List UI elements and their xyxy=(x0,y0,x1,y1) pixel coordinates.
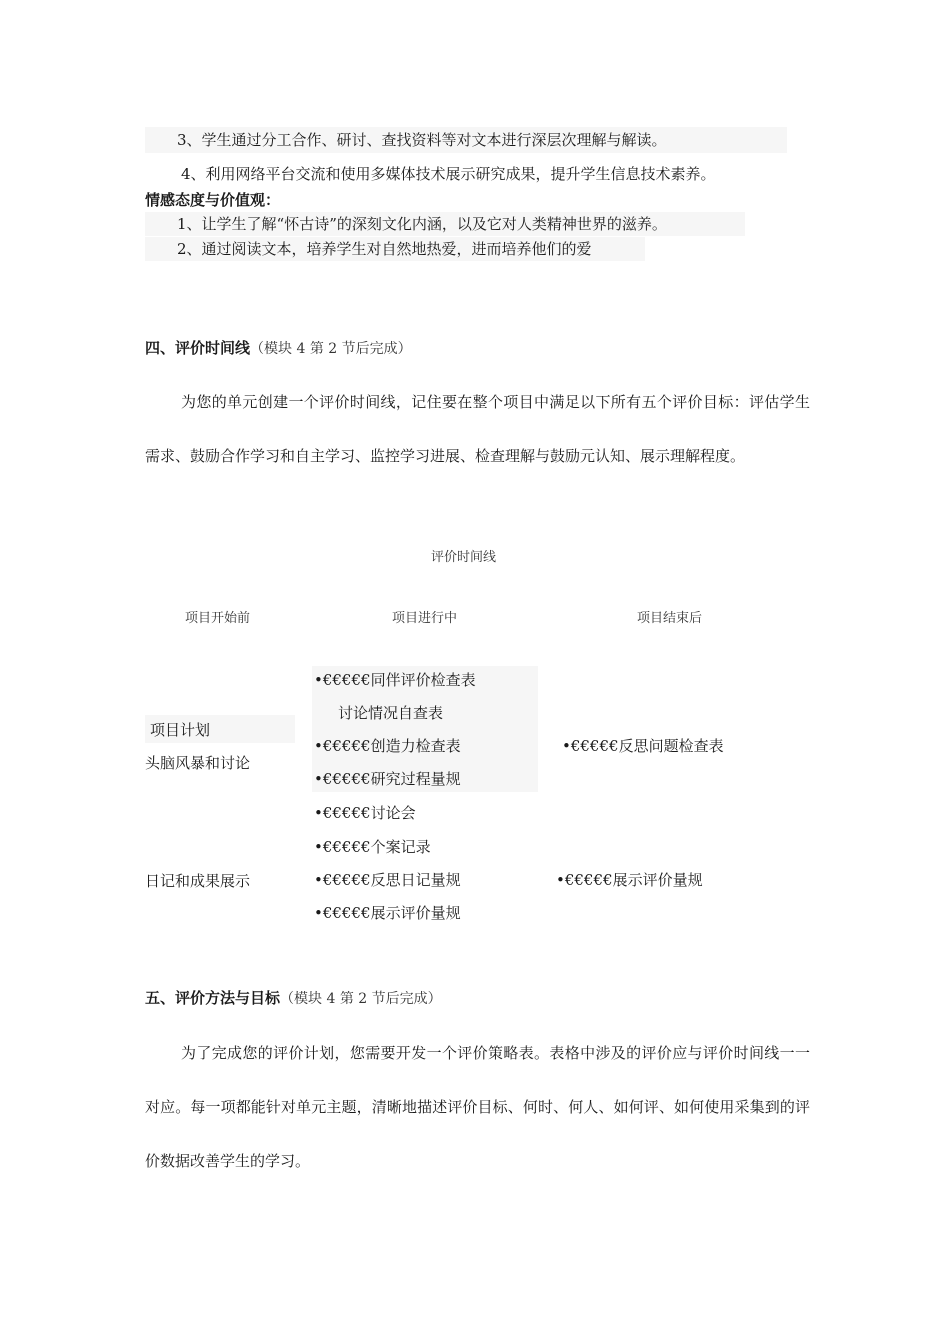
section-5-title: 五、评价方法与目标 xyxy=(145,989,281,1007)
objective-item-3: 3、学生通过分工合作、研讨、查找资料等对文本进行深层次理解与解读。 xyxy=(145,127,787,153)
section-5-heading xyxy=(145,987,442,1010)
timeline-after-item-2: •€€€€€展示评价量规 xyxy=(556,871,703,889)
timeline-during-item-8: •€€€€€展示评价量规 xyxy=(314,904,461,922)
affective-item-2: 2、通过阅读文本，培养学生对自然地热爱，进而培养他们的爱 xyxy=(145,237,645,261)
timeline-during-item-2: 讨论情况自查表 xyxy=(338,704,444,722)
timeline-col-after: 项目结束后 xyxy=(637,611,703,626)
timeline-col-during: 项目进行中 xyxy=(392,611,458,626)
timeline-before-item-3: 日记和成果展示 xyxy=(145,872,251,890)
section-4-heading xyxy=(145,337,412,360)
timeline-during-item-4: •€€€€€研究过程量规 xyxy=(314,770,461,788)
section-4-body: 为您的单元创建一个评价时间线，记住要在整个项目中满足以下所有五个评价目标：评估学生需求、鼓励合作学习和自主学习、监控学习进展、检查理解与鼓励元认知、展示理解程度。 xyxy=(145,393,810,465)
section-5-body: 为了完成您的评价计划，您需要开发一个评价策略表。表格中涉及的评价应与评价时间线一一对应。每一项都能针对单元主题，清晰地描述评价目标、何时、何人、如何评、如何使用采集到的评价数据改善学生的学习。 xyxy=(145,1044,810,1170)
timeline-during-item-5: •€€€€€讨论会 xyxy=(314,804,416,822)
timeline-before-item-1: 项目计划 xyxy=(150,721,211,739)
timeline-during-item-6: •€€€€€个案记录 xyxy=(314,838,431,856)
timeline-col-before: 项目开始前 xyxy=(185,611,251,626)
section-5-note: （模块 4 第 2 节后完成） xyxy=(280,991,442,1007)
timeline-during-item-3: •€€€€€创造力检查表 xyxy=(314,737,461,755)
timeline-during-item-1: •€€€€€同伴评价检查表 xyxy=(314,671,476,689)
objective-item-4: 4、利用网络平台交流和使用多媒体技术展示研究成果，提升学生信息技术素养。 xyxy=(181,165,716,183)
affective-heading: 情感态度与价值观： xyxy=(145,191,281,209)
timeline-during-item-7: •€€€€€反思日记量规 xyxy=(314,871,461,889)
timeline-title: 评价时间线 xyxy=(431,550,497,565)
timeline-after-item-1: •€€€€€反思问题检查表 xyxy=(562,737,724,755)
timeline-before-item-2: 头脑风暴和讨论 xyxy=(145,754,251,772)
affective-item-1: 1、让学生了解“怀古诗”的深刻文化内涵，以及它对人类精神世界的滋养。 xyxy=(145,212,745,236)
section-4-note: （模块 4 第 2 节后完成） xyxy=(250,341,412,357)
section-4-title: 四、评价时间线 xyxy=(145,339,251,357)
